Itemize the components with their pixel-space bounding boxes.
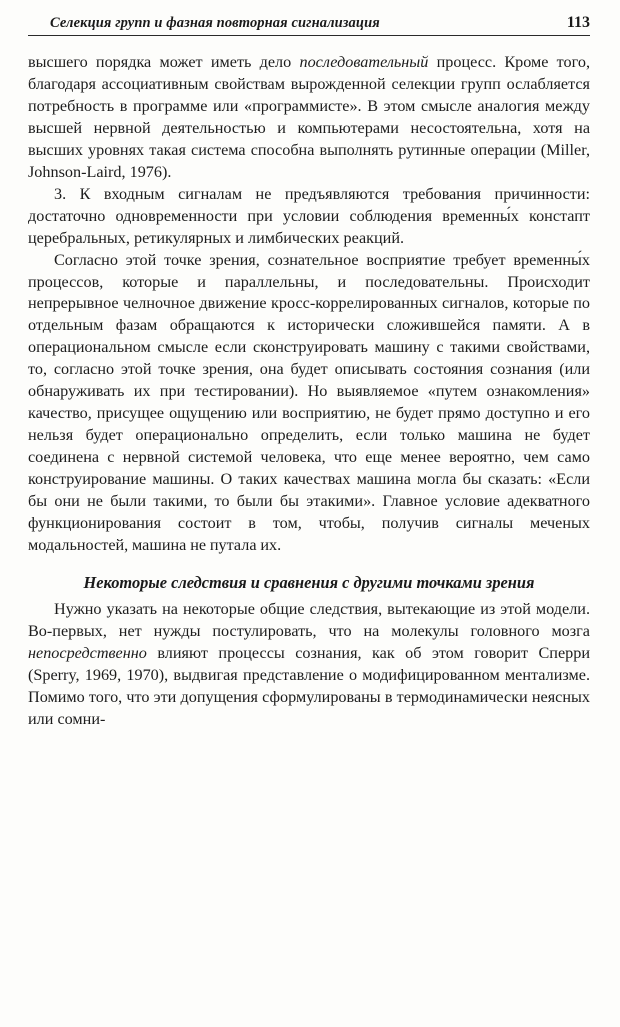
paragraph-3: Согласно этой точке зрения, сознательное восприятие требует временны́х процессов, которые и параллельны, и последовательны. Происходит непрерывное челночное движение кросс-коррелированных сигналов, которые по отдельным фазам обращаются к исторически сложившейся памяти. А в операциональном смысле если сконструировать машину с такими свойствами, то, согласно этой точке зрения, она будет описывать состояния сознания (или обнаруживать их при тестировании). Но выявляемое «путем ознакомления» качество, присущее ощущению или восприятию, не будет прямо доступно и его нельзя будет операционально определить, если только машина не будет соединена с нервной системой человека, что еще менее вероятно, чем само конструирование машины. О таких качествах машина могла бы сказать: «Если бы они не были такими, то были бы этакими». Главное условие адекватного функционирования состоит в том, чтобы, получив сигналы меченых модальностей, машина не путала их. [28, 250, 590, 554]
page-header [28, 14, 590, 36]
paragraph-1: высшего порядка может иметь дело последовательный процесс. Кроме того, благодаря ассоциативным свойствам вырожденной селекции групп ослабляется потребность в программе или «программисте». В этом смысле аналогия между высшей нервной деятельностью и компьютерами несостоятельна, хотя на высших уровнях такая система способна выполнять рутинные операции (Miller, Johnson-Laird, 1976). [28, 53, 591, 181]
paragraph-2: 3. К входным сигналам не предъявляются требования причинности: достаточно одновременности при условии соблюдения временны́х констапт церебральных, ретикулярных и лимбических реакций. [28, 184, 590, 247]
paragraph-4: Нужно указать на некоторые общие следствия, вытекающие из этой модели. Во-первых, нет нужды постулировать, что на молекулы головного мозга непосредственно влияют процессы сознания, как об этом говорит Сперри (Sperry, 1969, 1970), выдвигая представление о модифицированном ментализме. Помимо того, что эти допущения сформулированы в термодинамически неясных или сомни- [28, 600, 590, 729]
running-title: Селекция групп и фазная повторная сигнализация [50, 15, 380, 31]
section-subheading: Некоторые следствия и сравнения с другими точками зрения [83, 572, 535, 592]
page-number: 113 [566, 14, 590, 31]
